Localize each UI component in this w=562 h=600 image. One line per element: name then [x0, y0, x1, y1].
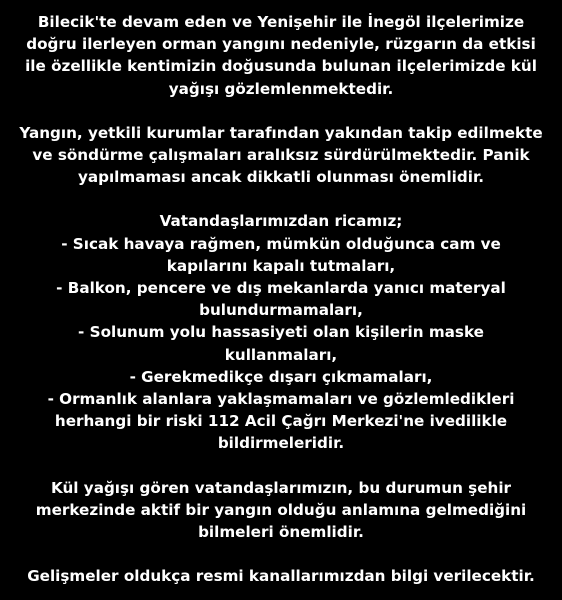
request-item-flammables-cont: bulundurmamaları,	[199, 301, 363, 320]
paragraph-ash-not-active-fire	[12, 477, 550, 544]
text-line: bilmeleri önemlidir.	[198, 523, 364, 542]
paragraph-citizen-requests	[12, 210, 550, 454]
text-line: merkezinde aktif bir yangın olduğu anlamına gelmediğini	[35, 500, 527, 519]
paragraph-updates-notice	[12, 565, 550, 587]
request-item-masks-cont: kullanmaları,	[224, 345, 338, 364]
text-line: ve söndürme çalışmaları aralıksız sürdürülmektedir. Panik	[32, 146, 530, 165]
request-item-windows: - Sıcak havaya rağmen, mümkün olduğunca cam ve	[61, 234, 501, 253]
request-item-flammables: - Balkon, pencere ve dış mekanlarda yanıcı materyal	[56, 279, 506, 298]
request-item-windows-cont: kapılarını kapalı tutmaları,	[166, 256, 396, 275]
request-item-stay-inside: - Gerekmedikçe dışarı çıkmamaları,	[129, 367, 433, 386]
text-line: ile özellikle kentimizin doğusunda bulunan ilçelerimizde kül	[25, 57, 537, 76]
paragraph-firefighting-status	[12, 122, 550, 189]
request-item-report-risk-cont: herhangi bir riski 112 Acil Çağrı Merkezi'ne ivedilikle	[54, 412, 508, 431]
text-line: Gelişmeler oldukça resmi kanallarımızdan bilgi verilecektir.	[27, 567, 535, 586]
text-line: Yangın, yetkili kurumlar tarafından yakından takip edilmekte	[19, 123, 543, 142]
request-item-report-risk: - Ormanlık alanlara yaklaşmamaları ve gözlemledikleri	[47, 390, 515, 409]
requests-heading: Vatandaşlarımızdan ricamız;	[159, 212, 403, 231]
text-line: yapılmaması ancak dikkatli olunması önemlidir.	[77, 168, 485, 187]
text-line: Bilecik'te devam eden ve Yenişehir ile İnegöl ilçelerimize	[37, 13, 525, 31]
text-line: yağışı gözlemlenmektedir.	[168, 79, 394, 98]
text-line: doğru ilerleyen orman yangını nedeniyle, rüzgarın da etkisi	[26, 35, 536, 54]
request-item-report-risk-end: bildirmeleridir.	[217, 434, 345, 453]
text-line: Kül yağışı gören vatandaşlarımızın, bu durumun şehir	[50, 478, 512, 497]
request-item-masks: - Solunum yolu hassasiyeti olan kişilerin maske	[78, 323, 484, 342]
paragraph-ash-fall-notice	[12, 11, 550, 100]
